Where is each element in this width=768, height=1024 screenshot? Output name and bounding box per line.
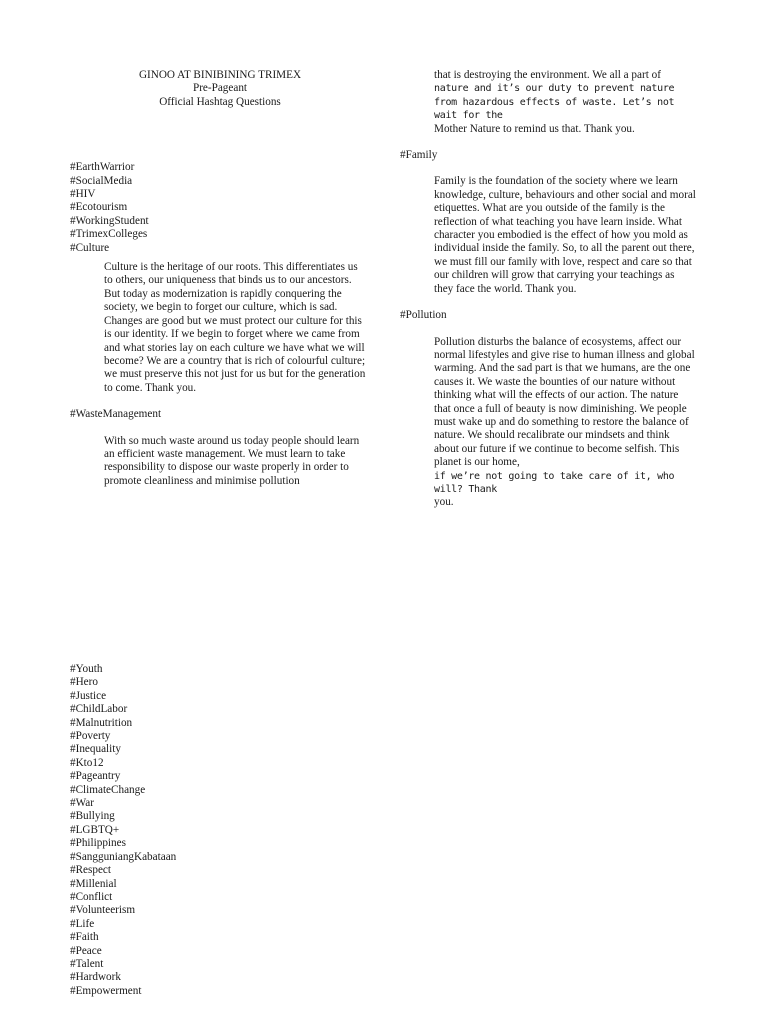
title-line-1: GINOO AT BINIBINING TRIMEX <box>138 69 302 81</box>
hashtag-item: #Inequality <box>70 743 121 756</box>
hashtag-item: #TrimexColleges <box>70 228 148 241</box>
hashtag-item: #SangguniangKabataan <box>70 850 177 863</box>
waste-continued-line: that is destroying the environment. We all a part of <box>434 69 661 81</box>
hashtag-item: #Peace <box>70 944 102 957</box>
hashtag-item: #Hardwork <box>70 971 121 984</box>
hashtag-item: #Empowerment <box>70 984 142 997</box>
hashtag-item: #Culture <box>70 241 110 254</box>
hashtag-item: #Poverty <box>70 730 111 743</box>
hashtag-item: #Conflict <box>70 890 113 903</box>
title-line-2: Pre-Pageant <box>192 82 248 95</box>
hashtag-item: #HIV <box>70 188 96 201</box>
hashtag-item: #Bullying <box>70 810 115 823</box>
document-title-block <box>70 69 370 109</box>
title-line-3: Official Hashtag Questions <box>159 95 281 108</box>
waste-continued-end: Mother Nature to remind us that. Thank you. <box>434 122 635 135</box>
family-answer <box>434 175 696 296</box>
hashtag-item: #Hero <box>70 676 98 689</box>
hashtag-item: #Faith <box>70 931 99 944</box>
hashtag-item: #Life <box>70 917 95 930</box>
pollution-answer <box>434 336 696 510</box>
hashtag-item: #Volunteerism <box>70 904 136 917</box>
hashtag-item: #ClimateChange <box>70 783 146 796</box>
family-heading: #Family <box>400 149 438 162</box>
hashtag-item: #LGBTQ+ <box>70 823 120 836</box>
culture-paragraph: Culture is the heritage of our roots. This differentiates us to others, our uniqueness that binds us to our ancestors. But today as modernization is rapidly conquering the society, we begin to forget our culture, which is sad. Changes are good but we must protect our culture for this is our identity. If we begin to forget where we came from and what stories lay on each culture we have what we will become? We are a country that is rich of colourful culture; we must preserve this not just for us but for the generation to come. Thank you. <box>104 261 366 394</box>
hashtag-item: #Youth <box>70 663 103 675</box>
hashtag-item: #SocialMedia <box>70 174 133 187</box>
hashtag-item: #Justice <box>70 689 107 702</box>
pollution-handwritten: if we’re not going to take care of it, who will? Thank <box>434 470 675 495</box>
waste-continued-handwritten: nature and it’s our duty to prevent nature from hazardous effects of waste. Let’s not wait for the <box>434 83 675 122</box>
pollution-heading: #Pollution <box>400 309 447 322</box>
hashtag-item: #Pageantry <box>70 770 121 783</box>
hashtag-item: #ChildLabor <box>70 703 128 716</box>
hashtag-item: #EarthWarrior <box>70 161 135 174</box>
hashtag-item: #Millenial <box>70 877 117 890</box>
hashtag-item: #Talent <box>70 957 104 970</box>
hashtag-item: #Respect <box>70 864 112 877</box>
pollution-paragraph: Pollution disturbs the balance of ecosystems, affect our normal lifestyles and give rise to human illness and global warming. And the sad part is that we humans, are the one causes it. We waste the bounties of our nature without thinking what will the effects of our action. The nature that once a full of beauty is now diminishing. We people must wake up and do something to restore the balance of nature. We should recalibrate our mindsets and think about our future if we continue to become selfish. This planet is our home, <box>434 335 695 469</box>
hashtag-item: #Malnutrition <box>70 716 133 729</box>
hashtag-item: #WorkingStudent <box>70 214 149 227</box>
hashtag-item: #Ecotourism <box>70 201 128 214</box>
waste-answer <box>104 435 366 489</box>
hashtag-item: #War <box>70 797 94 810</box>
hashtag-item: #Kto12 <box>70 756 104 769</box>
pollution-end: you. <box>434 496 454 509</box>
family-paragraph: Family is the foundation of the society where we learn knowledge, culture, behaviours and other social and moral etiquettes. What are you outside of the family is the reflection of what teaching you have learn inside. What character you embodied is the effect of how you mold as individual inside the family. So, to all the parent out there, we must fill our family with love, respect and care so that our children will grow that carrying your teachings as they face the world. Thank you. <box>434 175 696 295</box>
right-column <box>400 69 700 510</box>
hashtag-list-top <box>70 161 370 255</box>
culture-answer <box>104 261 366 395</box>
hashtag-item: #Philippines <box>70 837 126 850</box>
waste-answer-continued <box>434 69 696 136</box>
left-column <box>70 69 370 488</box>
waste-heading: #WasteManagement <box>70 408 162 421</box>
waste-paragraph: With so much waste around us today people should learn an efficient waste management. We must learn to take responsibility to dispose our waste properly in order to promote cleanliness and minimise pollution <box>104 434 360 487</box>
hashtag-list-bottom <box>70 663 176 998</box>
